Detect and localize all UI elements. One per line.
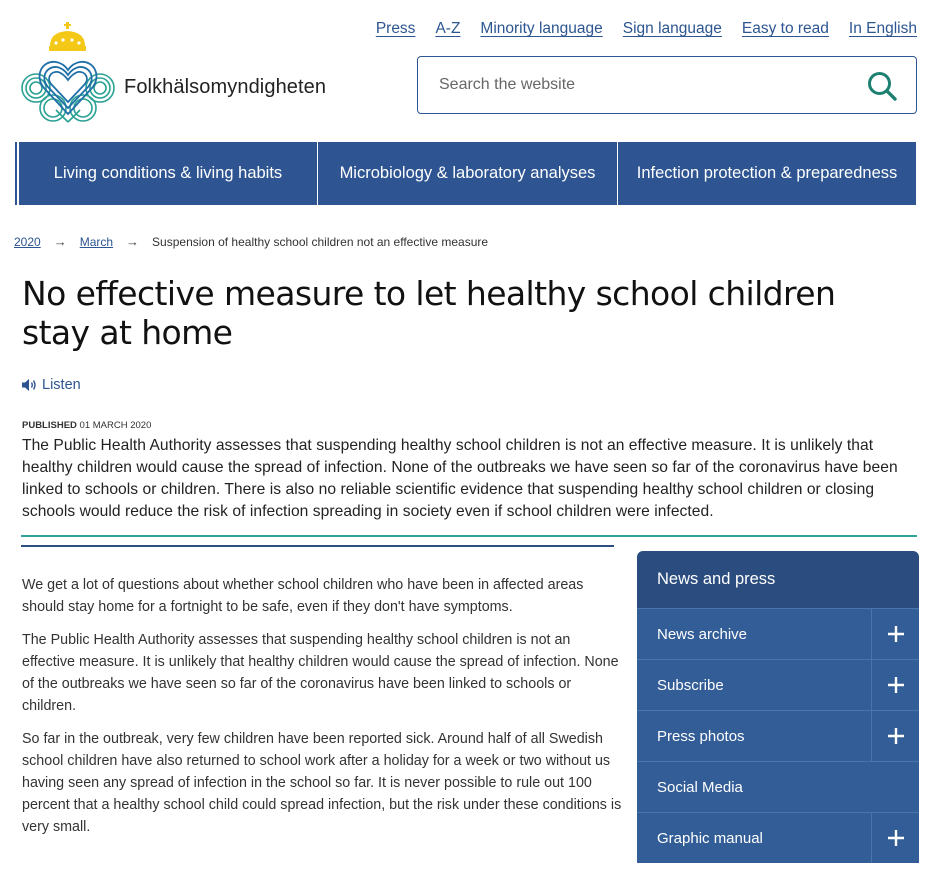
article-body <box>22 574 622 849</box>
plus-icon <box>887 676 905 694</box>
sidebar-item-label[interactable]: Subscribe <box>657 676 724 694</box>
link-minority-language[interactable]: Minority language <box>480 20 603 37</box>
crown-heart-logo-icon <box>20 22 116 126</box>
expand-button[interactable] <box>871 609 919 659</box>
search-icon <box>866 70 898 102</box>
nav-item-microbiology[interactable]: Microbiology & laboratory analyses <box>318 142 617 205</box>
listen-label: Listen <box>42 377 81 393</box>
breadcrumb-2020[interactable]: 2020 <box>14 234 41 249</box>
published-date <box>22 420 151 431</box>
link-press[interactable]: Press <box>375 20 416 37</box>
published-label: PUBLISHED <box>22 420 77 431</box>
logo[interactable] <box>20 22 116 126</box>
expand-button[interactable] <box>871 711 919 761</box>
plus-icon <box>887 625 905 643</box>
divider <box>21 545 614 547</box>
plus-icon <box>887 829 905 847</box>
top-links <box>376 20 917 38</box>
search-button[interactable] <box>866 70 898 102</box>
sidebar-item-label[interactable]: News archive <box>657 625 748 643</box>
link-in-english[interactable]: In English <box>848 20 917 37</box>
link-a-z[interactable]: A-Z <box>435 20 461 37</box>
plus-icon <box>887 727 905 745</box>
listen-button[interactable] <box>21 377 81 393</box>
sidebar-item-press-photos <box>637 710 919 761</box>
sidebar-item-label[interactable]: Social Media <box>657 778 743 796</box>
breadcrumb-march[interactable]: March <box>79 234 114 249</box>
sidebar-item-social-media <box>637 761 919 812</box>
arrow-right-icon: → <box>53 234 67 249</box>
search-box <box>417 56 917 114</box>
sidebar-item-graphic-manual <box>637 812 919 863</box>
expand-button[interactable] <box>871 660 919 710</box>
sidebar-news-and-press <box>637 551 919 863</box>
speaker-icon <box>21 378 37 392</box>
brand-name[interactable]: Folkhälsomyndigheten <box>124 76 327 98</box>
search-input[interactable] <box>439 76 839 94</box>
body-paragraph: We get a lot of questions about whether school children who have been in affected areas should stay home for a fortnight to be safe, even if they don't have symptoms. <box>22 577 584 615</box>
divider <box>21 535 917 537</box>
nav-item-infection-protection[interactable]: Infection protection & preparedness <box>618 142 916 205</box>
sidebar-item-label[interactable]: Graphic manual <box>657 829 763 847</box>
sidebar-item-subscribe <box>637 659 919 710</box>
sidebar-title[interactable]: News and press <box>637 551 919 608</box>
breadcrumb <box>14 234 488 249</box>
arrow-right-icon: → <box>126 234 140 249</box>
expand-button[interactable] <box>871 813 919 863</box>
link-easy-to-read[interactable]: Easy to read <box>741 20 829 37</box>
link-sign-language[interactable]: Sign language <box>622 20 722 37</box>
breadcrumb-current: Suspension of healthy school children not an effective measure <box>152 234 489 249</box>
published-value: 01 MARCH 2020 <box>79 420 152 431</box>
sidebar-item-label[interactable]: Press photos <box>657 727 745 745</box>
body-paragraph: So far in the outbreak, very few children have been reported sick. Around half of all Swedish school children have also returned to school work after a holiday for a week or two without us having seen any spread of infection in the school so far. It is never possible to rule out 100 percent that a healthy school child could spread infection, but the risk under these conditions is very small. <box>22 731 622 835</box>
main-nav <box>15 142 916 205</box>
nav-item-living-conditions[interactable]: Living conditions & living habits <box>19 142 317 205</box>
page-title: No effective measure to let healthy school children stay at home <box>22 274 836 352</box>
body-paragraph: The Public Health Authority assesses that suspending healthy school children is not an effective measure. It is unlikely that healthy children would cause the spread of infection. None of the outbreaks we have seen so far of the coronavirus have been linked to schools or children. <box>22 632 619 714</box>
sidebar-item-news-archive <box>637 608 919 659</box>
article-lead: The Public Health Authority assesses that suspending healthy school children is not an effective measure. It is unlikely that healthy children would cause the spread of infection. None of the outbreaks we have seen so far of the coronavirus have been linked to schools or children. There is also no reliable scientific evidence that suspending healthy school children or closing schools would reduce the risk of infection spreading in society even if school children were infected. <box>22 437 898 520</box>
